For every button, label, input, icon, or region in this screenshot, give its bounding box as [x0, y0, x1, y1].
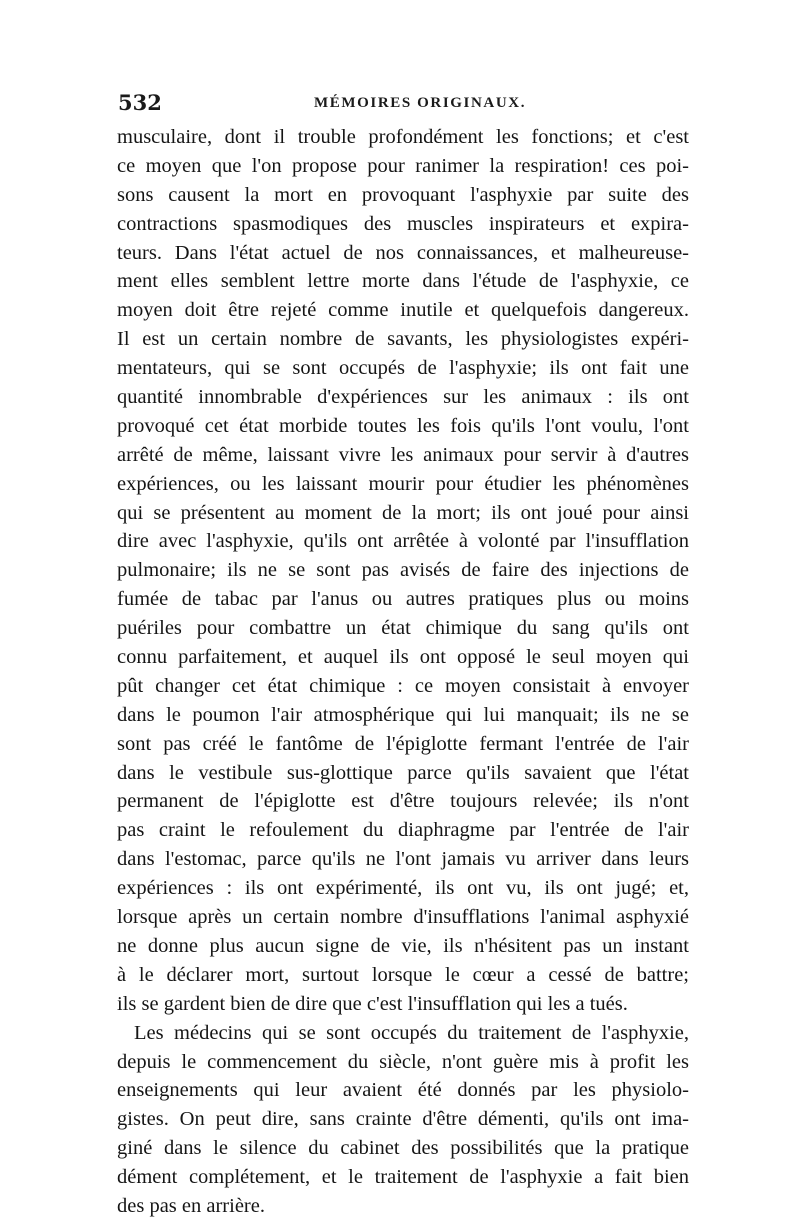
text-line: dans le vestibule sus-glottique parce qu'ils savaient que l'état [117, 761, 689, 784]
text-line: arrêté de même, laissant vivre les animaux pour servir à d'autres [117, 443, 689, 466]
text-line: contractions spasmodiques des muscles inspirateurs et expira- [117, 212, 689, 235]
running-head: MÉMOIRES ORIGINAUX. [314, 95, 527, 111]
text-line: giné dans le silence du cabinet des possibilités que la pratique [117, 1137, 689, 1160]
page-number: 532 [118, 90, 162, 115]
text-line: moyen doit être rejeté comme inutile et quelquefois dangereux. [117, 299, 689, 322]
text-line: puériles pour combattre un état chimique du sang qu'ils ont [117, 617, 689, 640]
text-line: dans l'estomac, parce qu'ils ne l'ont jamais vu arriver dans leurs [117, 848, 689, 871]
text-line: dire avec l'asphyxie, qu'ils ont arrêtée à volonté par l'insufflation [117, 530, 689, 553]
text-line: fumée de tabac par l'anus ou autres pratiques plus ou moins [117, 588, 689, 611]
text-line: connu parfaitement, et auquel ils ont opposé le seul moyen qui [117, 646, 689, 669]
text-line: expériences, ou les laissant mourir pour étudier les phénomènes [117, 472, 689, 495]
text-line: sons causent la mort en provoquant l'asphyxie par suite des [117, 183, 689, 206]
text-line: à le déclarer mort, surtout lorsque le cœur a cessé de battre; [117, 963, 689, 986]
text-line: depuis le commencement du siècle, n'ont guère mis à profit les [117, 1050, 689, 1073]
text-line: gistes. On peut dire, sans crainte d'être démenti, qu'ils ont ima- [117, 1108, 689, 1131]
text-line: teurs. Dans l'état actuel de nos connaissances, et malheureuse- [117, 241, 689, 264]
text-line: ne donne plus aucun signe de vie, ils n'hésitent pas un instant [117, 934, 689, 957]
text-line: permanent de l'épiglotte est d'être toujours relevée; ils n'ont [117, 790, 689, 813]
text-line: ils se gardent bien de dire que c'est l'insufflation qui les a tués. [117, 992, 628, 1015]
text-line: qui se présentent au moment de la mort; ils ont joué pour ainsi [117, 501, 689, 524]
body-text [117, 123, 689, 1221]
text-line: enseignements qui leur avaient été donnés par les physiolo- [117, 1079, 689, 1102]
paragraph-1 [117, 123, 689, 1019]
page-header [118, 90, 688, 120]
text-line: mentateurs, qui se sont occupés de l'asphyxie; ils ont fait une [117, 357, 689, 380]
text-line: Les médecins qui se sont occupés du traitement de l'asphyxie, [134, 1021, 689, 1044]
text-line: expériences : ils ont expérimenté, ils ont vu, ils ont jugé; et, [117, 877, 689, 900]
paragraph-2 [117, 1019, 689, 1221]
text-line: dément complétement, et le traitement de l'asphyxie a fait bien [117, 1166, 689, 1189]
text-line: lorsque après un certain nombre d'insufflations l'animal asphyxié [117, 906, 689, 929]
text-line: pas craint le refoulement du diaphragme par l'entrée de l'air [117, 819, 689, 842]
text-line: quantité innombrable d'expériences sur les animaux : ils ont [117, 386, 689, 409]
text-line: pulmonaire; ils ne se sont pas avisés de faire des injections de [117, 559, 689, 582]
text-line: provoqué cet état morbide toutes les fois qu'ils l'ont voulu, l'ont [117, 414, 689, 437]
text-line: ce moyen que l'on propose pour ranimer la respiration! ces poi- [117, 154, 689, 177]
text-line: sont pas créé le fantôme de l'épiglotte fermant l'entrée de l'air [117, 732, 689, 755]
text-line: Il est un certain nombre de savants, les physiologistes expéri- [117, 328, 689, 351]
text-line: dans le poumon l'air atmosphérique qui lui manquait; ils ne se [117, 703, 689, 726]
text-line: musculaire, dont il trouble profondément les fonctions; et c'est [117, 126, 689, 148]
text-line: des pas en arrière. [117, 1194, 265, 1217]
text-line: pût changer cet état chimique : ce moyen consistait à envoyer [117, 674, 689, 697]
text-line: ment elles semblent lettre morte dans l'étude de l'asphyxie, ce [117, 270, 689, 293]
